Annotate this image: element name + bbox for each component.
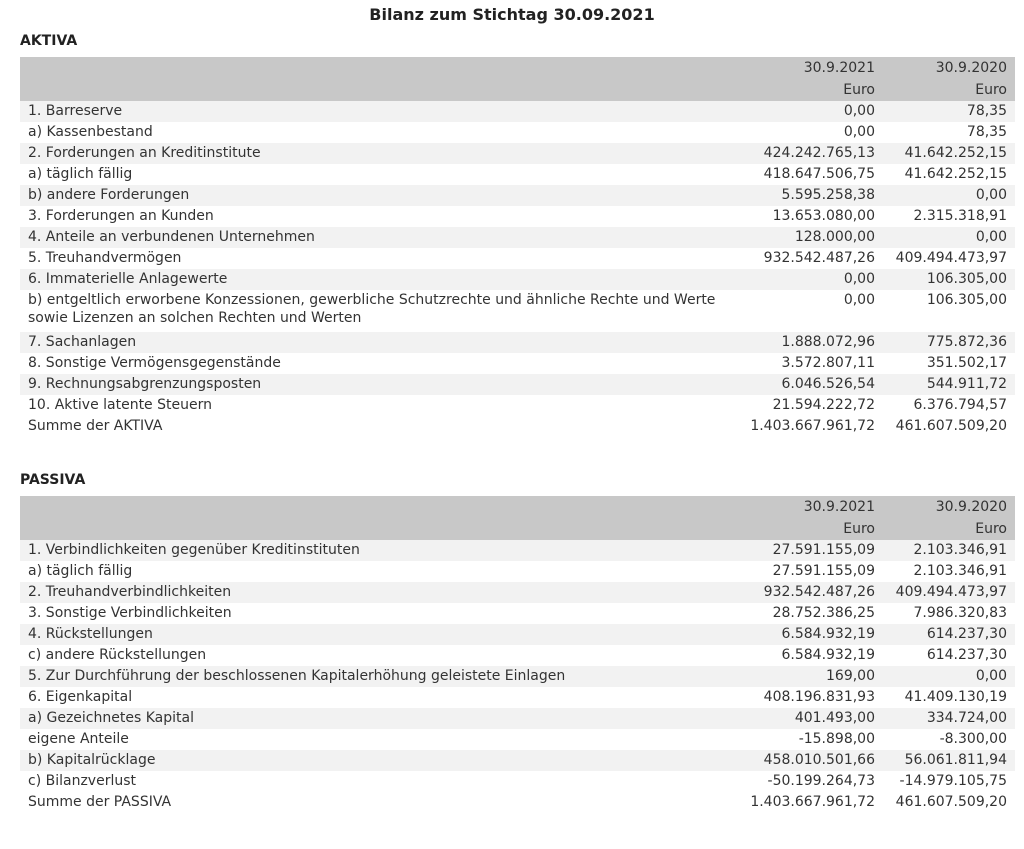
value-2021: 458.010.501,66	[726, 750, 883, 771]
table-row	[20, 164, 1015, 185]
aktiva-heading: AKTIVA	[20, 33, 78, 49]
row-label: 2. Forderungen an Kreditinstitute	[20, 143, 726, 164]
aktiva-table-body	[20, 101, 1015, 437]
value-2020: 78,35	[883, 101, 1015, 122]
value-2020: 41.409.130,19	[883, 687, 1015, 708]
value-2021: 418.647.506,75	[726, 164, 883, 185]
value-2020: 106.305,00	[883, 290, 1015, 332]
aktiva-table	[20, 57, 1015, 437]
value-2021: 6.584.932,19	[726, 645, 883, 666]
row-label: 6. Eigenkapital	[20, 687, 726, 708]
row-label: a) Kassenbestand	[20, 122, 726, 143]
header-blank	[20, 79, 726, 101]
value-2021: 932.542.487,26	[726, 248, 883, 269]
row-label: 7. Sachanlagen	[20, 332, 726, 353]
value-2020: 41.642.252,15	[883, 164, 1015, 185]
value-2020: -14.979.105,75	[883, 771, 1015, 792]
aktiva-table-header	[20, 57, 1015, 101]
row-label: Summe der AKTIVA	[20, 416, 726, 437]
header-date-2020: 30.9.2020	[883, 496, 1015, 518]
table-row	[20, 624, 1015, 645]
row-label: 10. Aktive latente Steuern	[20, 395, 726, 416]
value-2021: 0,00	[726, 122, 883, 143]
table-row	[20, 122, 1015, 143]
value-2021: 6.584.932,19	[726, 624, 883, 645]
header-blank	[20, 57, 726, 79]
row-label: 5. Treuhandvermögen	[20, 248, 726, 269]
value-2020: 461.607.509,20	[883, 792, 1015, 813]
value-2021: -50.199.264,73	[726, 771, 883, 792]
row-label: c) Bilanzverlust	[20, 771, 726, 792]
row-label: eigene Anteile	[20, 729, 726, 750]
passiva-heading: PASSIVA	[20, 472, 86, 488]
value-2020: 461.607.509,20	[883, 416, 1015, 437]
value-2020: 0,00	[883, 666, 1015, 687]
value-2021: 5.595.258,38	[726, 185, 883, 206]
value-2021: 0,00	[726, 290, 883, 332]
total-row	[20, 792, 1015, 813]
value-2021: -15.898,00	[726, 729, 883, 750]
row-label: 9. Rechnungsabgrenzungsposten	[20, 374, 726, 395]
row-label: b) andere Forderungen	[20, 185, 726, 206]
value-2020: 409.494.473,97	[883, 582, 1015, 603]
value-2021: 932.542.487,26	[726, 582, 883, 603]
value-2021: 1.888.072,96	[726, 332, 883, 353]
value-2021: 128.000,00	[726, 227, 883, 248]
value-2020: 0,00	[883, 227, 1015, 248]
table-row	[20, 603, 1015, 624]
value-2020: 41.642.252,15	[883, 143, 1015, 164]
table-row	[20, 374, 1015, 395]
table-row	[20, 687, 1015, 708]
total-row	[20, 416, 1015, 437]
row-label: 1. Verbindlichkeiten gegenüber Kreditinstituten	[20, 540, 726, 561]
value-2021: 1.403.667.961,72	[726, 416, 883, 437]
value-2020: 614.237,30	[883, 624, 1015, 645]
row-label: b) entgeltlich erworbene Konzessionen, gewerbliche Schutzrechte und ähnliche Rechte und Werte sowie Lizenzen an solchen Rechten und Werten	[20, 290, 726, 332]
header-unit-2020: Euro	[883, 79, 1015, 101]
value-2020: 409.494.473,97	[883, 248, 1015, 269]
table-row	[20, 750, 1015, 771]
value-2021: 1.403.667.961,72	[726, 792, 883, 813]
table-row	[20, 708, 1015, 729]
header-unit-2021: Euro	[726, 79, 883, 101]
value-2021: 27.591.155,09	[726, 561, 883, 582]
table-row	[20, 248, 1015, 269]
row-label: 1. Barreserve	[20, 101, 726, 122]
table-row	[20, 290, 1015, 332]
value-2021: 401.493,00	[726, 708, 883, 729]
value-2020: -8.300,00	[883, 729, 1015, 750]
page-title: Bilanz zum Stichtag 30.09.2021	[369, 5, 655, 24]
row-label: a) täglich fällig	[20, 561, 726, 582]
value-2020: 544.911,72	[883, 374, 1015, 395]
value-2020: 334.724,00	[883, 708, 1015, 729]
row-label: Summe der PASSIVA	[20, 792, 726, 813]
row-label: 6. Immaterielle Anlagewerte	[20, 269, 726, 290]
row-label: 8. Sonstige Vermögensgegenstände	[20, 353, 726, 374]
row-label: 2. Treuhandverbindlichkeiten	[20, 582, 726, 603]
table-row	[20, 206, 1015, 227]
table-row	[20, 395, 1015, 416]
row-label: 4. Anteile an verbundenen Unternehmen	[20, 227, 726, 248]
row-label: c) andere Rückstellungen	[20, 645, 726, 666]
value-2020: 351.502,17	[883, 353, 1015, 374]
value-2021: 21.594.222,72	[726, 395, 883, 416]
passiva-table	[20, 496, 1015, 813]
value-2021: 424.242.765,13	[726, 143, 883, 164]
table-row	[20, 771, 1015, 792]
header-date-2020: 30.9.2020	[883, 57, 1015, 79]
value-2021: 6.046.526,54	[726, 374, 883, 395]
value-2021: 13.653.080,00	[726, 206, 883, 227]
value-2020: 7.986.320,83	[883, 603, 1015, 624]
row-label: 5. Zur Durchführung der beschlossenen Kapitalerhöhung geleistete Einlagen	[20, 666, 726, 687]
header-date-2021: 30.9.2021	[726, 57, 883, 79]
table-row	[20, 269, 1015, 290]
value-2021: 169,00	[726, 666, 883, 687]
value-2020: 2.103.346,91	[883, 540, 1015, 561]
value-2021: 27.591.155,09	[726, 540, 883, 561]
value-2020: 106.305,00	[883, 269, 1015, 290]
row-label: a) täglich fällig	[20, 164, 726, 185]
table-row	[20, 227, 1015, 248]
value-2021: 28.752.386,25	[726, 603, 883, 624]
passiva-table-header	[20, 496, 1015, 540]
table-row	[20, 332, 1015, 353]
row-label: 3. Sonstige Verbindlichkeiten	[20, 603, 726, 624]
value-2020: 0,00	[883, 185, 1015, 206]
table-row	[20, 666, 1015, 687]
table-row	[20, 143, 1015, 164]
value-2020: 614.237,30	[883, 645, 1015, 666]
header-blank	[20, 518, 726, 540]
value-2021: 0,00	[726, 269, 883, 290]
table-row	[20, 353, 1015, 374]
table-row	[20, 645, 1015, 666]
value-2021: 3.572.807,11	[726, 353, 883, 374]
table-row	[20, 185, 1015, 206]
passiva-table-body	[20, 540, 1015, 813]
table-row	[20, 101, 1015, 122]
table-row	[20, 582, 1015, 603]
row-label: b) Kapitalrücklage	[20, 750, 726, 771]
value-2020: 78,35	[883, 122, 1015, 143]
header-blank	[20, 496, 726, 518]
value-2020: 2.315.318,91	[883, 206, 1015, 227]
row-label: 3. Forderungen an Kunden	[20, 206, 726, 227]
row-label: a) Gezeichnetes Kapital	[20, 708, 726, 729]
table-row	[20, 729, 1015, 750]
value-2021: 408.196.831,93	[726, 687, 883, 708]
header-unit-2021: Euro	[726, 518, 883, 540]
value-2021: 0,00	[726, 101, 883, 122]
value-2020: 2.103.346,91	[883, 561, 1015, 582]
table-row	[20, 561, 1015, 582]
row-label: 4. Rückstellungen	[20, 624, 726, 645]
table-row	[20, 540, 1015, 561]
value-2020: 56.061.811,94	[883, 750, 1015, 771]
value-2020: 6.376.794,57	[883, 395, 1015, 416]
value-2020: 775.872,36	[883, 332, 1015, 353]
header-date-2021: 30.9.2021	[726, 496, 883, 518]
header-unit-2020: Euro	[883, 518, 1015, 540]
